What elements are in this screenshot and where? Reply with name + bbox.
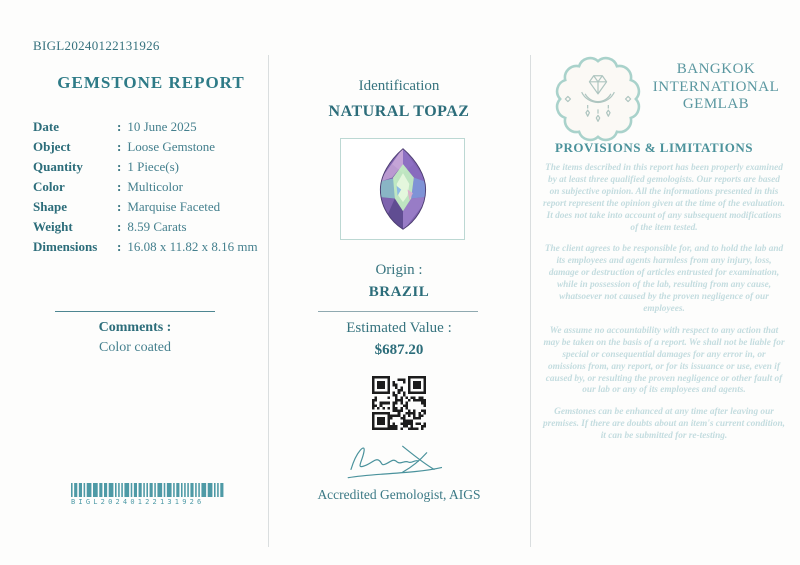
lab-name-line-3: GEMLAB xyxy=(682,96,750,112)
detail-colon: : xyxy=(117,199,122,214)
detail-row-shape xyxy=(33,197,258,217)
estimated-value: $687.20 xyxy=(374,342,424,358)
detail-label: Color xyxy=(33,179,65,194)
detail-label: Date xyxy=(33,119,59,134)
detail-row-quantity xyxy=(33,157,258,177)
detail-label: Quantity xyxy=(33,159,83,174)
qr-code xyxy=(372,376,426,430)
provisions-paragraph-2: The client agrees to be responsible for, and to hold the lab and its employees and agents harmless from any injury, loss, damage or destruction of articles entrusted for examination, while in possession of the lab, resulting from any cause, whatsoever not caused by the proven negligence of our employees. xyxy=(544,244,784,314)
gemlab-badge-logo xyxy=(555,56,641,142)
comments-divider xyxy=(55,311,215,312)
detail-colon: : xyxy=(117,179,122,194)
report-details xyxy=(33,117,258,257)
provisions-paragraph-1: The items described in this report has been properly examined by at least three qualified gemologists. Our reports are based on subjective opinion. All the informations presented in this report represent the opinion given at the time of the evaluation. It does not take into account of any subsequent modifications of the item tested. xyxy=(543,163,785,233)
detail-colon: : xyxy=(117,219,122,234)
detail-value: Multicolor xyxy=(127,179,183,194)
estimated-value-label: Estimated Value : xyxy=(346,320,452,336)
lab-name xyxy=(636,61,796,114)
provisions-title: PROVISIONS & LIMITATIONS xyxy=(555,140,753,155)
detail-value: 16.08 x 11.82 x 8.16 mm xyxy=(127,239,258,254)
detail-row-color xyxy=(33,177,258,197)
identification-panel xyxy=(268,0,530,565)
identification-label: Identification xyxy=(358,78,440,94)
report-number: BIGL20240122131926 xyxy=(33,38,160,53)
gem-photo-frame xyxy=(340,138,465,240)
detail-row-dimensions xyxy=(33,237,258,257)
detail-value: Marquise Faceted xyxy=(127,199,221,214)
detail-row-date xyxy=(33,117,258,137)
origin-label: Origin : xyxy=(375,262,423,278)
gemologist-line: Accredited Gemologist, AIGS xyxy=(317,487,481,502)
signature-image xyxy=(342,438,456,486)
detail-colon: : xyxy=(117,239,122,254)
barcode-text: BIGL20240122131926 xyxy=(71,498,205,506)
detail-label: Shape xyxy=(33,199,67,214)
detail-value: 8.59 Carats xyxy=(127,219,187,234)
provisions-text xyxy=(543,163,785,453)
detail-colon: : xyxy=(117,139,122,154)
detail-label: Weight xyxy=(33,219,73,234)
detail-value: Loose Gemstone xyxy=(127,139,216,154)
detail-row-object xyxy=(33,137,258,157)
barcode xyxy=(71,483,225,506)
detail-colon: : xyxy=(117,159,122,174)
detail-value: 1 Piece(s) xyxy=(127,159,179,174)
comments-value: Color coated xyxy=(99,340,171,355)
detail-label: Object xyxy=(33,139,71,154)
gem-photo xyxy=(371,146,435,232)
detail-row-weight xyxy=(33,217,258,237)
detail-label: Dimensions xyxy=(33,239,98,254)
report-title: GEMSTONE REPORT xyxy=(57,73,245,92)
report-panel xyxy=(0,0,268,565)
lab-name-line-1: BANGKOK xyxy=(676,61,756,77)
lab-name-line-2: INTERNATIONAL xyxy=(652,78,780,95)
barcode-bars xyxy=(71,483,225,497)
detail-colon: : xyxy=(117,119,122,134)
comments-label: Comments : xyxy=(98,320,172,335)
provisions-paragraph-3: We assume no accountability with respect to any action that may be taken on the basis of a report. We shall not be liable for special or consequential damages for any error in, or omissions from, any report, or for its issuance or use, even if caused by, or resulting the proven negligence or other fault of our lab or any of its employees and agents. xyxy=(543,325,785,396)
lab-panel xyxy=(530,0,800,565)
gem-name: NATURAL TOPAZ xyxy=(328,103,470,120)
provisions-paragraph-4: Gemstones can be enhanced at any time after leaving our premises. If there are doubts about an item's current condition, it can be submitted for re-testing. xyxy=(543,407,786,442)
value-divider xyxy=(318,311,478,312)
detail-value: 10 June 2025 xyxy=(127,119,197,134)
origin-value: BRAZIL xyxy=(368,284,430,300)
